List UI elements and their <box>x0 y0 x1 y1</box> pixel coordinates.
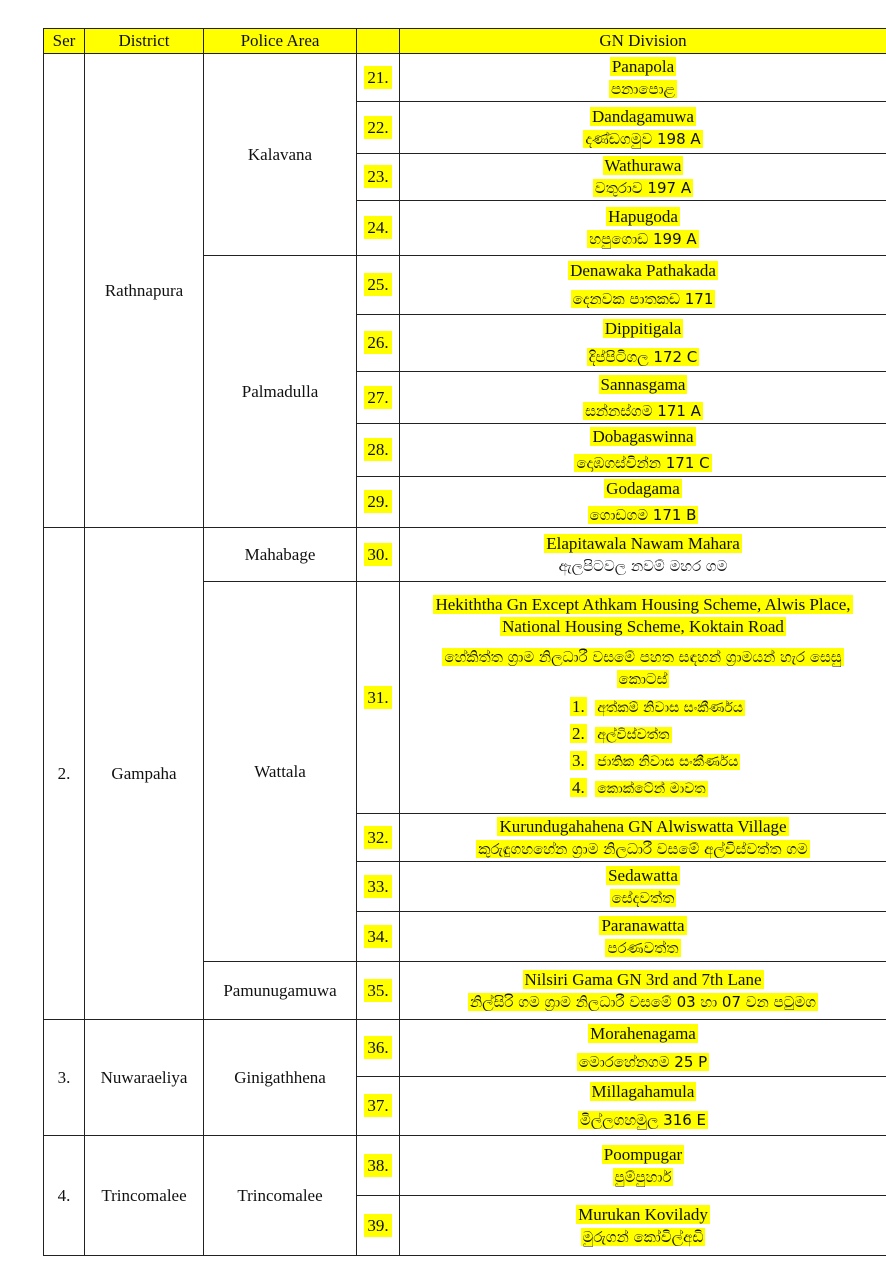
ser-cell: 4. <box>44 1136 85 1256</box>
row-number: 39. <box>357 1196 400 1256</box>
row-number: 24. <box>357 201 400 256</box>
row-number: 26. <box>357 315 400 372</box>
police-area-cell: Kalavana <box>204 54 357 256</box>
gn-cell: Dippitigala දිප්පිටිගල 172 C <box>400 315 886 372</box>
row-number: 36. <box>357 1020 400 1077</box>
row-number: 30. <box>357 528 400 582</box>
ser-cell: 2. <box>44 528 85 1020</box>
list-item: 1. අත්කම් නිවාස සංකීර්ණය <box>572 696 743 716</box>
exception-list <box>400 694 886 802</box>
police-area-cell: Ginigathhena <box>204 1020 357 1136</box>
list-item: 2. අල්විස්වත්ත <box>572 723 670 743</box>
list-item: 4. කොක්ටේන් මාවත <box>572 777 706 797</box>
gn-cell: Hekiththa Gn Except Athkam Housing Scheme, Alwis Place, National Housing Scheme, Koktain Road හේකිත්ත ග්‍රාම නිලධාරී වසමේ පහත සඳහන් ග්‍රාමයන් හැර සෙසු කොටස් 1. අත්කම් නිවාස සංකීර්ණය 2. අල්විස්වත්ත 3. ජාතික නිවාස සංකීර්ණය 4. කොක්ටේන් මාවත <box>400 582 886 814</box>
gn-cell: Hapugoda හපුගොඩ 199 A <box>400 201 886 256</box>
table-row <box>44 528 886 582</box>
police-area-cell: Palmadulla <box>204 256 357 528</box>
row-number: 27. <box>357 372 400 424</box>
header-ser: Ser <box>44 29 85 54</box>
gn-cell: Murukan Kovilady මුරුගන් කෝවිල්අඩි <box>400 1196 886 1256</box>
row-number: 22. <box>357 102 400 154</box>
row-number: 35. <box>357 962 400 1020</box>
row-number: 38. <box>357 1136 400 1196</box>
police-area-cell: Mahabage <box>204 528 357 582</box>
district-cell: Rathnapura <box>85 54 204 528</box>
row-number: 32. <box>357 814 400 862</box>
gn-cell: Nilsiri Gama GN 3rd and 7th Lane නිල්සිරි ගම ග්‍රාම නිලධාරී වසමේ 03 හා 07 වන පටුමග <box>400 962 886 1020</box>
gn-cell: Panapola පනාපොළ <box>400 54 886 102</box>
row-number: 33. <box>357 862 400 912</box>
gn-division-table <box>43 28 886 1256</box>
row-number: 37. <box>357 1077 400 1136</box>
table-row <box>44 1020 886 1077</box>
district-cell: Trincomalee <box>85 1136 204 1256</box>
gn-cell: Morahenagama මොරහේනගම 25 P <box>400 1020 886 1077</box>
police-area-cell: Pamunugamuwa <box>204 962 357 1020</box>
gn-cell: Dandagamuwa දණ්ඩගමුව 198 A <box>400 102 886 154</box>
district-cell: Gampaha <box>85 528 204 1020</box>
list-item: 3. ජාතික නිවාස සංකීර්ණය <box>572 750 739 770</box>
gn-cell: Paranawatta පරණවත්ත <box>400 912 886 962</box>
police-area-cell: Trincomalee <box>204 1136 357 1256</box>
gn-cell: Dobagaswinna දොඹගස්වින්න 171 C <box>400 424 886 477</box>
header-row <box>44 29 886 54</box>
gn-cell: Sannasgama සන්නස්ගම 171 A <box>400 372 886 424</box>
gn-cell: Sedawatta සේදවත්ත <box>400 862 886 912</box>
row-number: 31. <box>357 582 400 814</box>
row-number: 23. <box>357 154 400 201</box>
gn-cell: Poompugar පුම්පුහාර් <box>400 1136 886 1196</box>
header-number <box>357 29 400 54</box>
gn-cell: Denawaka Pathakada දෙනවක පාතකඩ 171 <box>400 256 886 315</box>
table-row <box>44 54 886 102</box>
header-police-area: Police Area <box>204 29 357 54</box>
gn-cell: Kurundugahahena GN Alwiswatta Village කුරුඳුගහහේන ග්‍රාම නිලධාරී වසමේ අල්විස්වත්ත ගම <box>400 814 886 862</box>
gn-cell: Godagama ගොඩගම 171 B <box>400 477 886 528</box>
row-number: 29. <box>357 477 400 528</box>
header-gn-division: GN Division <box>400 29 886 54</box>
ser-cell: 3. <box>44 1020 85 1136</box>
row-number: 21. <box>357 54 400 102</box>
ser-cell <box>44 54 85 528</box>
gn-cell: Elapitawala Nawam Mahara ඇලපිටවල නවම් මහර ගම <box>400 528 886 582</box>
table-row <box>44 1136 886 1196</box>
police-area-cell: Wattala <box>204 582 357 962</box>
gn-cell: Millagahamula මිල්ලගහමුල 316 E <box>400 1077 886 1136</box>
row-number: 34. <box>357 912 400 962</box>
gn-cell: Wathurawa වතුරාව 197 A <box>400 154 886 201</box>
district-cell: Nuwaraeliya <box>85 1020 204 1136</box>
row-number: 25. <box>357 256 400 315</box>
row-number: 28. <box>357 424 400 477</box>
header-district: District <box>85 29 204 54</box>
